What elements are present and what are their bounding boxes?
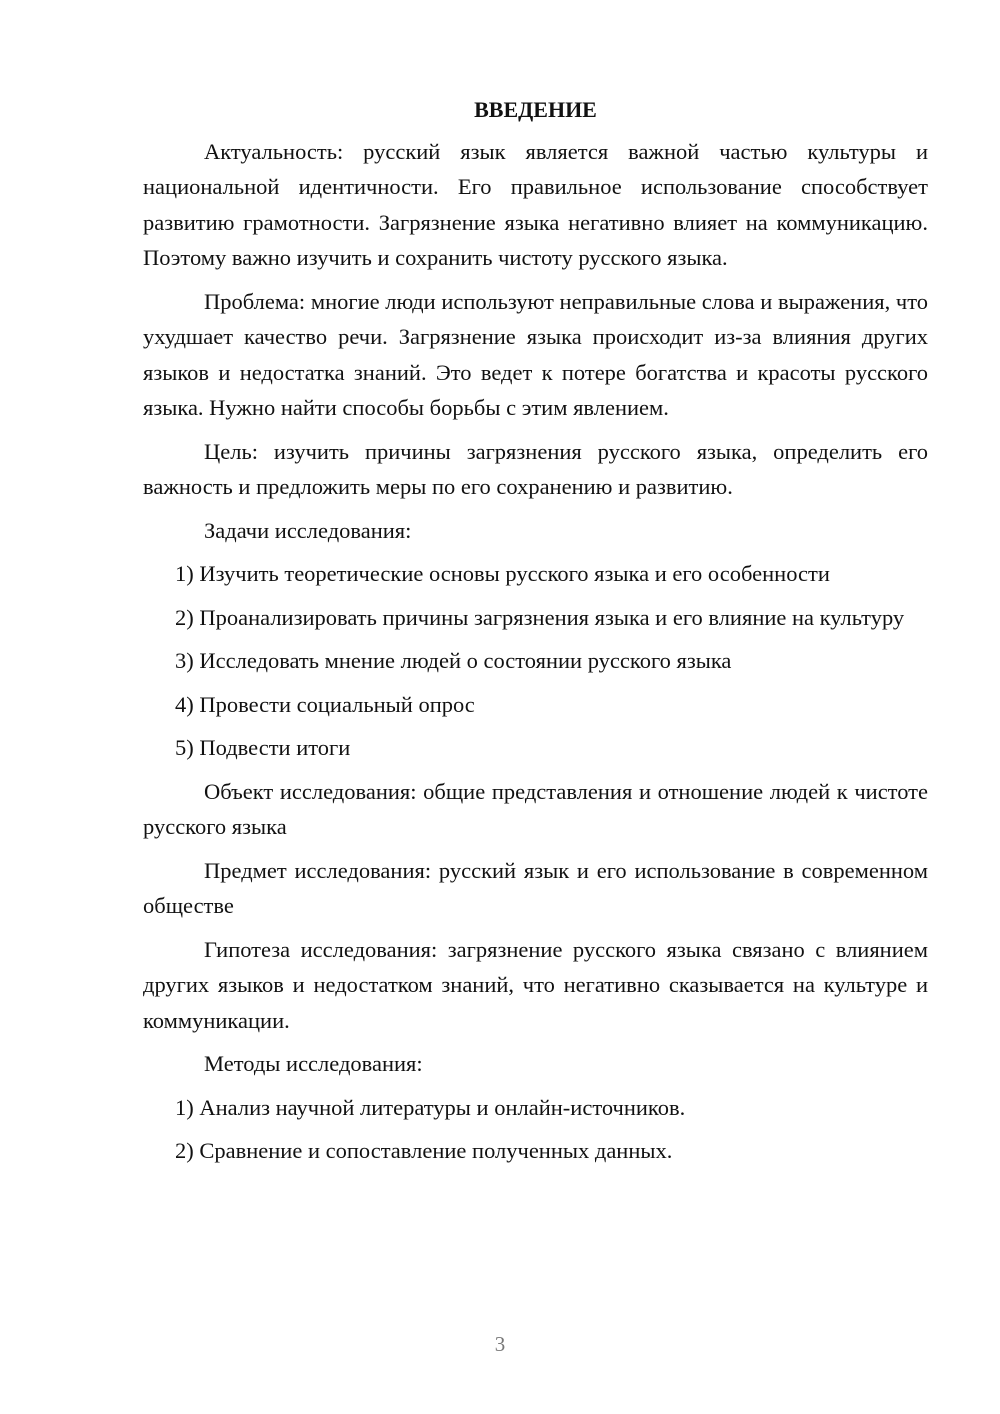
task-item-5: 5) Подвести итоги xyxy=(175,735,351,760)
method-item-1: 1) Анализ научной литературы и онлайн-источников. xyxy=(175,1094,686,1120)
problem-paragraph: Проблема: многие люди используют неправильные слова и выражения, что ухудшает качество речи. Загрязнение языка происходит из-за влияния других языков и недостатка знаний. Это ведет к потере богатства и красоты русского языка. Нужно найти способы борьбы с этим явлением. xyxy=(143,288,928,420)
tasks-list xyxy=(143,556,928,766)
hypothesis-paragraph: Гипотеза исследования: загрязнение русского языка связано с влиянием других языков и недостатком знаний, что негативно сказывается на культуре и коммуникации. xyxy=(143,936,928,1033)
object-paragraph: Объект исследования: общие представления и отношение людей к чистоте русского языка xyxy=(143,778,928,839)
method-item-2: 2) Сравнение и сопоставление полученных данных. xyxy=(175,1138,673,1163)
task-item-3: 3) Исследовать мнение людей о состоянии русского языка xyxy=(175,648,732,673)
methods-list xyxy=(143,1090,928,1169)
page-number: 3 xyxy=(494,1332,506,1356)
tasks-heading: Задачи исследования: xyxy=(204,517,412,543)
task-item-1: 1) Изучить теоретические основы русского языка и его особенности xyxy=(175,561,830,586)
task-item-4: 4) Провести социальный опрос xyxy=(175,691,475,717)
subject-paragraph: Предмет исследования: русский язык и его использование в современном обществе xyxy=(143,857,928,918)
goal-paragraph: Цель: изучить причины загрязнения русского языка, определить его важность и предложить меры по его сохранению и развитию. xyxy=(143,438,928,499)
relevance-paragraph: Актуальность: русский язык является важной частью культуры и национальной идентичности. Его правильное использование способствует развитию грамотности. Загрязнение языка негативно влияет на коммуникацию. Поэтому важно изучить и сохранить чистоту русского языка. xyxy=(143,138,928,270)
section-title: ВВЕДЕНИЕ xyxy=(474,97,597,122)
task-item-2: 2) Проанализировать причины загрязнения языка и его влияние на культуру xyxy=(175,604,905,630)
document-page xyxy=(143,92,928,1177)
methods-heading: Методы исследования: xyxy=(204,1051,423,1076)
